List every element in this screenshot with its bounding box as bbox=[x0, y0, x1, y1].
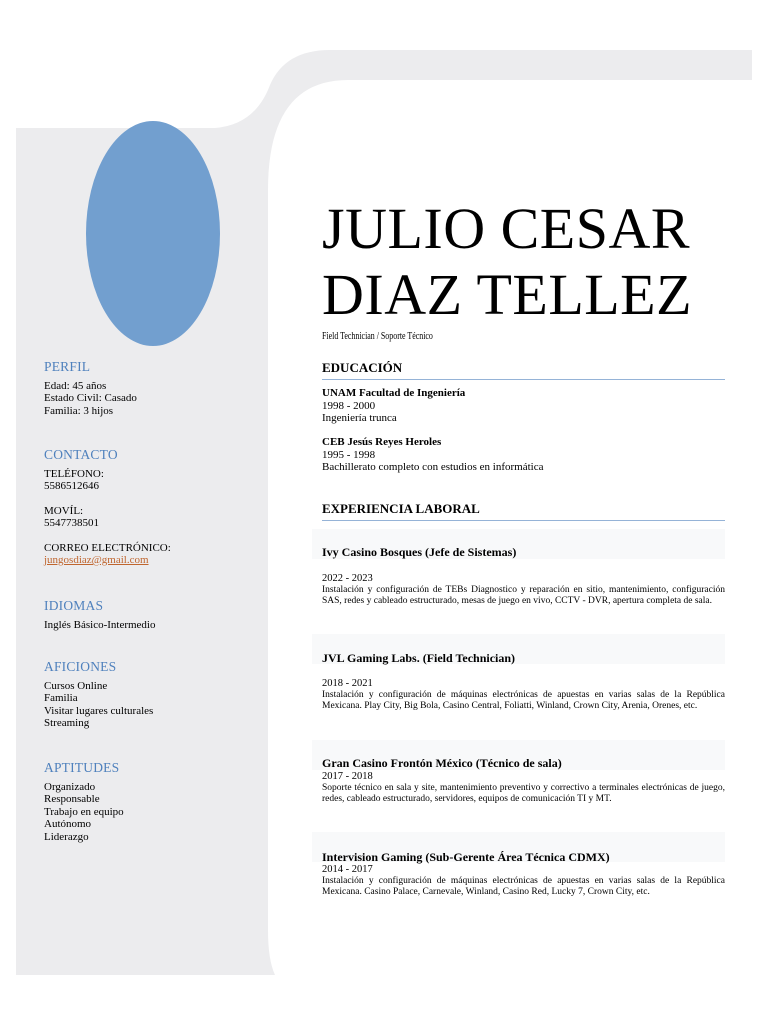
school-years: 1998 - 2000 bbox=[322, 399, 376, 412]
name-line-2: DIAZ TELLEZ bbox=[322, 262, 693, 327]
profile-photo-placeholder bbox=[86, 121, 220, 346]
aficiones-section bbox=[44, 661, 259, 730]
contacto-heading: CONTACTO bbox=[44, 447, 118, 462]
edad-text: Edad: 45 años bbox=[44, 379, 107, 392]
job-entry bbox=[322, 678, 725, 713]
education-item bbox=[322, 436, 725, 474]
educacion-heading: EDUCACIÓN bbox=[322, 360, 725, 380]
email-link[interactable]: jungosdiaz@gmail.com bbox=[44, 554, 149, 566]
aficion-item: Familia bbox=[44, 692, 78, 704]
person-name bbox=[322, 196, 692, 328]
familia-text: Familia: 3 hijos bbox=[44, 404, 114, 417]
movil-label: MOVÍL: bbox=[44, 504, 84, 517]
correo-label: CORREO ELECTRÓNICO: bbox=[44, 541, 171, 554]
school-name: UNAM Facultad de Ingeniería bbox=[322, 387, 466, 399]
idiomas-section bbox=[44, 600, 259, 631]
aptitudes-section bbox=[44, 762, 259, 843]
job-title: Ivy Casino Bosques (Jefe de Sistemas) bbox=[322, 545, 517, 559]
aficiones-heading: AFICIONES bbox=[44, 659, 117, 674]
job-subtitle: Field Technician / Soporte Técnico bbox=[322, 330, 433, 342]
aficion-item: Streaming bbox=[44, 717, 90, 729]
job-title: Gran Casino Frontón México (Técnico de sala) bbox=[322, 756, 562, 770]
job-years: 2014 - 2017 bbox=[322, 864, 373, 875]
job-years: 2017 - 2018 bbox=[322, 771, 373, 782]
job-description: Soporte técnico en sala y site, mantenimiento preventivo y correctivo a terminales electrónicas de juego, redes, cableado estructurado, servidores, equipos de comunicación TI y MT. bbox=[322, 782, 725, 804]
school-detail: Ingeniería trunca bbox=[322, 412, 397, 424]
job-entry bbox=[322, 771, 725, 806]
estado-civil-text: Estado Civil: Casado bbox=[44, 392, 137, 404]
telefono-label: TELÉFONO: bbox=[44, 467, 104, 480]
school-years: 1995 - 1998 bbox=[322, 448, 376, 461]
aptitud-item: Autónomo bbox=[44, 818, 92, 830]
aptitud-item: Trabajo en equipo bbox=[44, 805, 124, 818]
job-years: 2022 - 2023 bbox=[322, 573, 373, 584]
aptitud-item: Responsable bbox=[44, 793, 100, 805]
job-entry bbox=[322, 573, 725, 608]
job-description: Instalación y configuración de TEBs Diagnostico y reparación en sitio, mantenimiento, configuración SAS, redes y cableado estructurado, mesas de juego en vivo, CCTV - DVR, apertura completa de sala. bbox=[322, 584, 725, 606]
idioma-item: Inglés Básico-Intermedio bbox=[44, 618, 156, 631]
education-item bbox=[322, 387, 725, 425]
job-description: Instalación y configuración de máquinas electrónicas de apuestas en varias salas de la República Mexicana. Casino Palace, Carnevale, Winland, Casino Red, Lucky 7, Crown City, etc. bbox=[322, 875, 725, 897]
aptitud-item: Organizado bbox=[44, 780, 96, 793]
school-detail: Bachillerato completo con estudios en informática bbox=[322, 461, 544, 473]
experiencia-heading: EXPERIENCIA LABORAL bbox=[322, 501, 725, 521]
job-title: Intervision Gaming (Sub-Gerente Área Técnica CDMX) bbox=[322, 850, 610, 864]
job-description: Instalación y configuración de máquinas electrónicas de apuestas en varias salas de la República Mexicana. Play City, Big Bola, Casino Central, Foliatti, Winland, Crown City, Arenia, Orenes, etc. bbox=[322, 689, 725, 711]
aptitud-item: Liderazgo bbox=[44, 830, 89, 843]
aficion-item: Cursos Online bbox=[44, 679, 108, 692]
aficion-item: Visitar lugares culturales bbox=[44, 704, 154, 717]
job-entry bbox=[322, 864, 725, 899]
movil-value: 5547738501 bbox=[44, 517, 99, 529]
perfil-heading: PERFIL bbox=[44, 359, 91, 374]
name-line-1: JULIO CESAR bbox=[322, 196, 691, 261]
telefono-value: 5586512646 bbox=[44, 480, 99, 492]
perfil-section bbox=[44, 361, 259, 417]
job-title: JVL Gaming Labs. (Field Technician) bbox=[322, 651, 516, 665]
aptitudes-heading: APTITUDES bbox=[44, 760, 120, 775]
job-years: 2018 - 2021 bbox=[322, 678, 373, 689]
contacto-section bbox=[44, 449, 259, 567]
school-name: CEB Jesús Reyes Heroles bbox=[322, 436, 442, 448]
idiomas-heading: IDIOMAS bbox=[44, 598, 104, 613]
